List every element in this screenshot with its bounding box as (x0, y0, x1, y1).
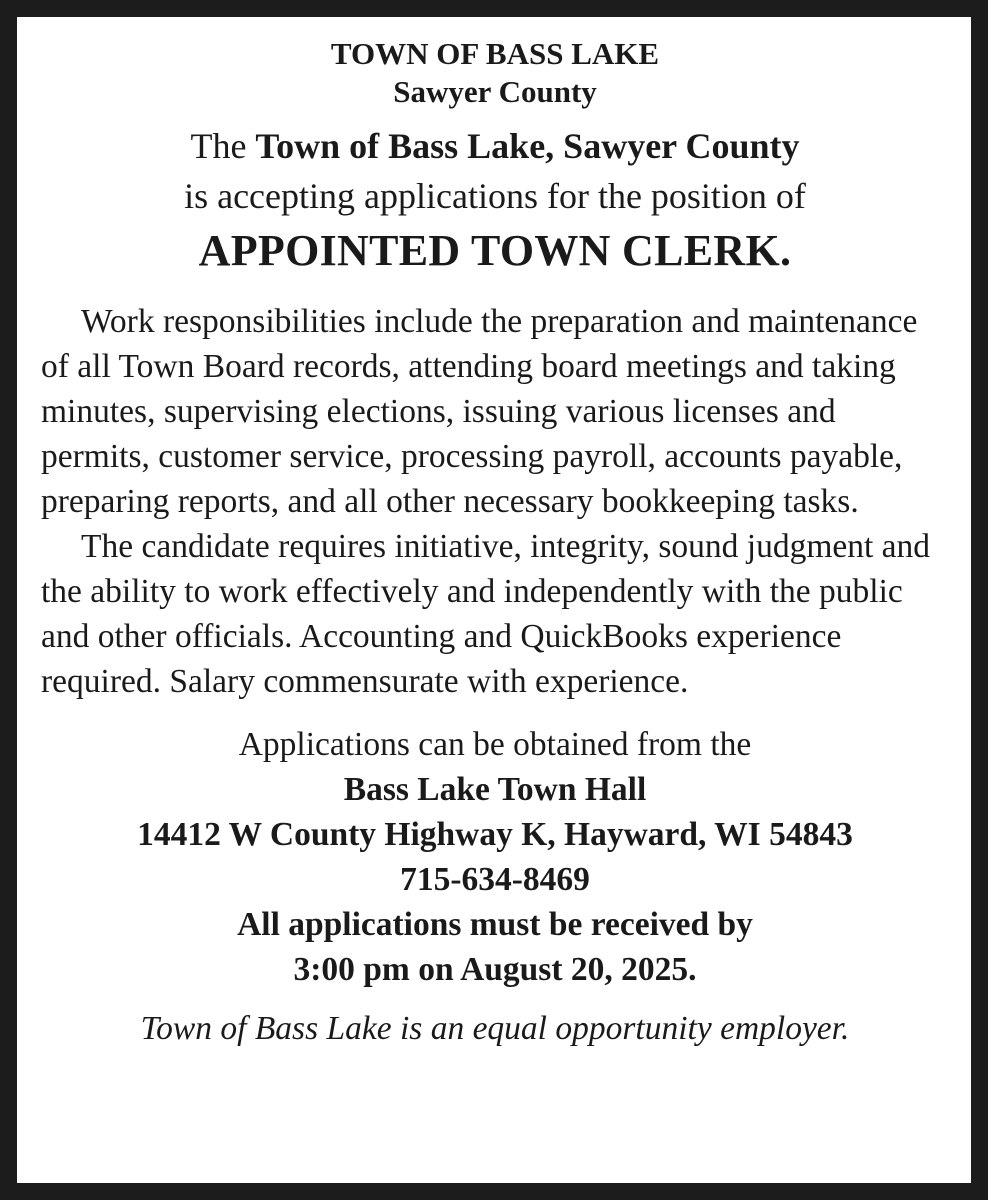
equal-opportunity-statement: Town of Bass Lake is an equal opportunity employer. (140, 1010, 850, 1047)
intro-entity: Town of Bass Lake, Sawyer County (255, 126, 800, 166)
deadline-line-2: 3:00 pm on August 20, 2025. (293, 951, 697, 988)
requirements-paragraph: The candidate requires initiative, integrity, sound judgment and the ability to work effectively and independently with the public and other officials. Accounting and QuickBooks experience required. Salary commensurate with experience. (41, 528, 931, 700)
responsibilities-paragraph: Work responsibilities include the preparation and maintenance of all Town Board records, attending board meetings and taking minutes, supervising elections, issuing various licenses and permits, customer service, processing payroll, accounts payable, preparing reports, and all other necessary bookkeeping tasks. (41, 303, 918, 520)
intro-prefix: The (190, 126, 256, 166)
county-subtitle: Sawyer County (393, 74, 597, 109)
town-title: TOWN OF BASS LAKE (330, 36, 660, 71)
deadline-line-1: All applications must be received by (237, 906, 753, 943)
intro-line-1 (41, 121, 949, 171)
intro-line-2: is accepting applications for the position of (184, 176, 806, 216)
ad-header (41, 35, 949, 111)
position-title: APPOINTED TOWN CLERK. (198, 226, 792, 275)
contact-address: 14412 W County Highway K, Hayward, WI 54843 (137, 816, 853, 853)
intro-block (41, 121, 949, 221)
contact-block (41, 722, 949, 992)
contact-lead: Applications can be obtained from the (238, 726, 752, 763)
job-description (41, 299, 949, 704)
contact-location: Bass Lake Town Hall (343, 771, 647, 808)
contact-phone: 715-634-8469 (400, 861, 590, 898)
